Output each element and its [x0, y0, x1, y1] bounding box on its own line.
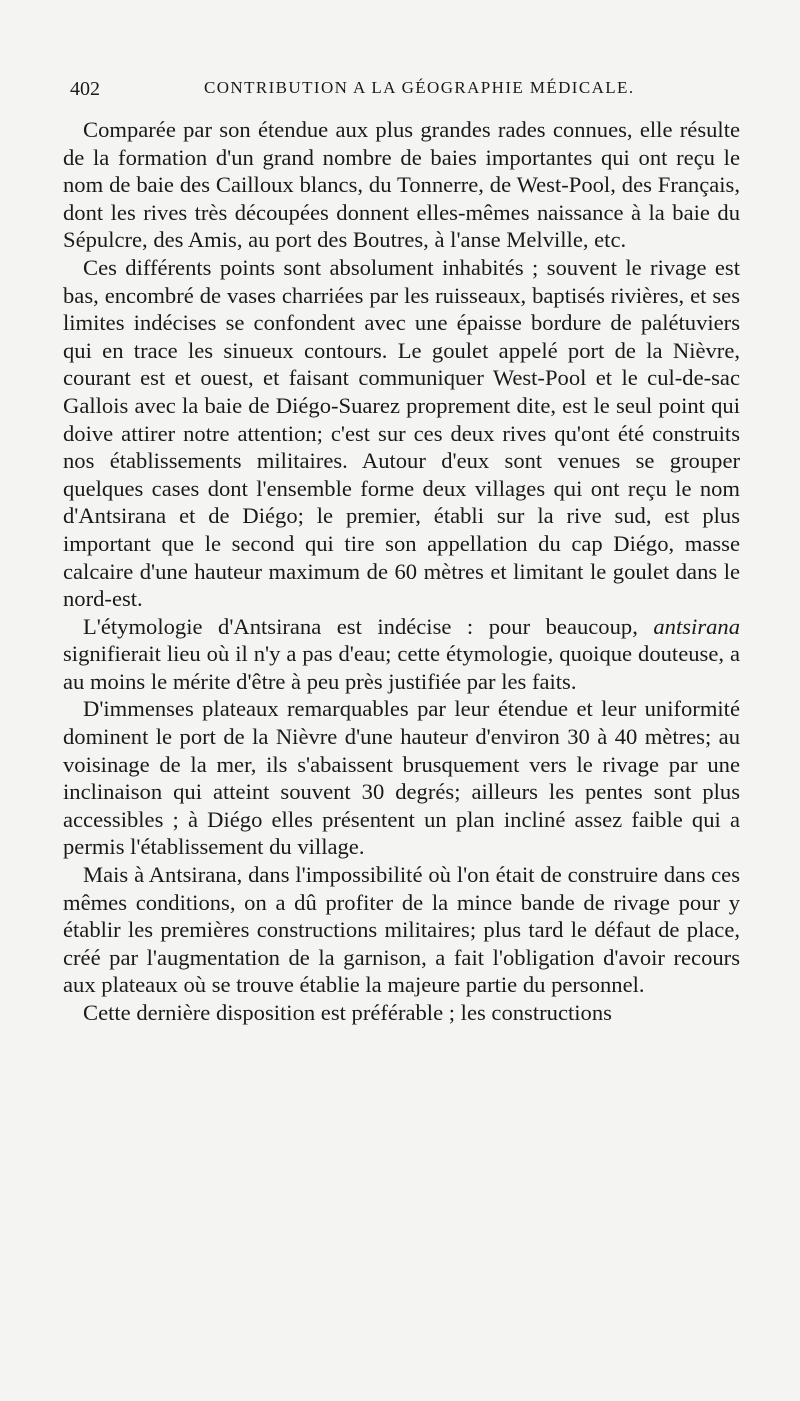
page-number: 402: [70, 78, 100, 100]
paragraph-rivage: Ces différents points sont absolument inhabités ; souvent le rivage est bas, encombré de vases charriées par les ruisseaux, baptisés rivières, et ses limites indécises se confondent avec une épaisse bordure de palétuviers qui en trace les sinueux contours. Le goulet appelé port de la Nièvre, courant est et ouest, et faisant communiquer West-Pool et le cul-de-sac Gallois avec la baie de Diégo-Suarez proprement dite, est le seul point qui doive attirer notre attention; c'est sur ces deux rives qu'ont été construits nos établissements militaires. Autour d'eux sont venues se grouper quelques cases dont l'ensemble forme deux villages qui ont reçu le nom d'Antsirana et de Diégo; le premier, établi sur la rive sud, est plus important que le second qui tire son appellation du cap Diégo, masse calcaire d'une hauteur maximum de 60 mètres et limitant le goulet dans le nord-est.: [63, 254, 740, 612]
paragraph-etymologie: [63, 613, 740, 696]
running-title: CONTRIBUTION A LA GÉOGRAPHIE MÉDICALE.: [204, 78, 635, 97]
etymologie-text-start: L'étymologie d'Antsirana est indécise : pour beaucoup,: [83, 613, 638, 639]
antsirana-italic-word: antsirana: [653, 613, 740, 639]
paragraph-plateaux: D'immenses plateaux remarquables par leur étendue et leur uniformité dominent le port de la Nièvre d'une hauteur d'environ 30 à 40 mètres; au voisinage de la mer, ils s'abaissent brusquement vers le rivage par une inclinaison qui atteint souvent 30 degrés; ailleurs les pentes sont plus accessibles ; à Diégo elles présentent un plan incliné assez faible qui a permis l'établissement du village.: [63, 696, 740, 860]
paragraph-disposition: Cette dernière disposition est préférable ; les constructions: [83, 1000, 612, 1025]
etymologie-text-end: signifierait lieu où il n'y a pas d'eau; cette étymologie, quoique douteuse, a au moins le mérite d'être à peu près justifiée par les faits.: [63, 641, 740, 694]
body-text: [63, 116, 740, 1027]
paragraph-rades: Comparée par son étendue aux plus grandes rades connues, elle résulte de la formation d'un grand nombre de baies importantes qui ont reçu le nom de baie des Cailloux blancs, du Tonnerre, de West-Pool, des Français, dont les rives très découpées donnent elles-mêmes naissance à la baie du Sépulcre, des Amis, au port des Boutres, à l'anse Melville, etc.: [63, 117, 740, 253]
paragraph-antsirana: Mais à Antsirana, dans l'impossibilité où l'on était de construire dans ces mêmes conditions, on a dû profiter de la mince bande de rivage pour y établir les premières constructions militaires; plus tard le défaut de place, créé par l'augmentation de la garnison, a fait l'obligation d'avoir recours aux plateaux où se trouve établie la majeure partie du personnel.: [63, 862, 740, 998]
running-header: [70, 70, 740, 110]
